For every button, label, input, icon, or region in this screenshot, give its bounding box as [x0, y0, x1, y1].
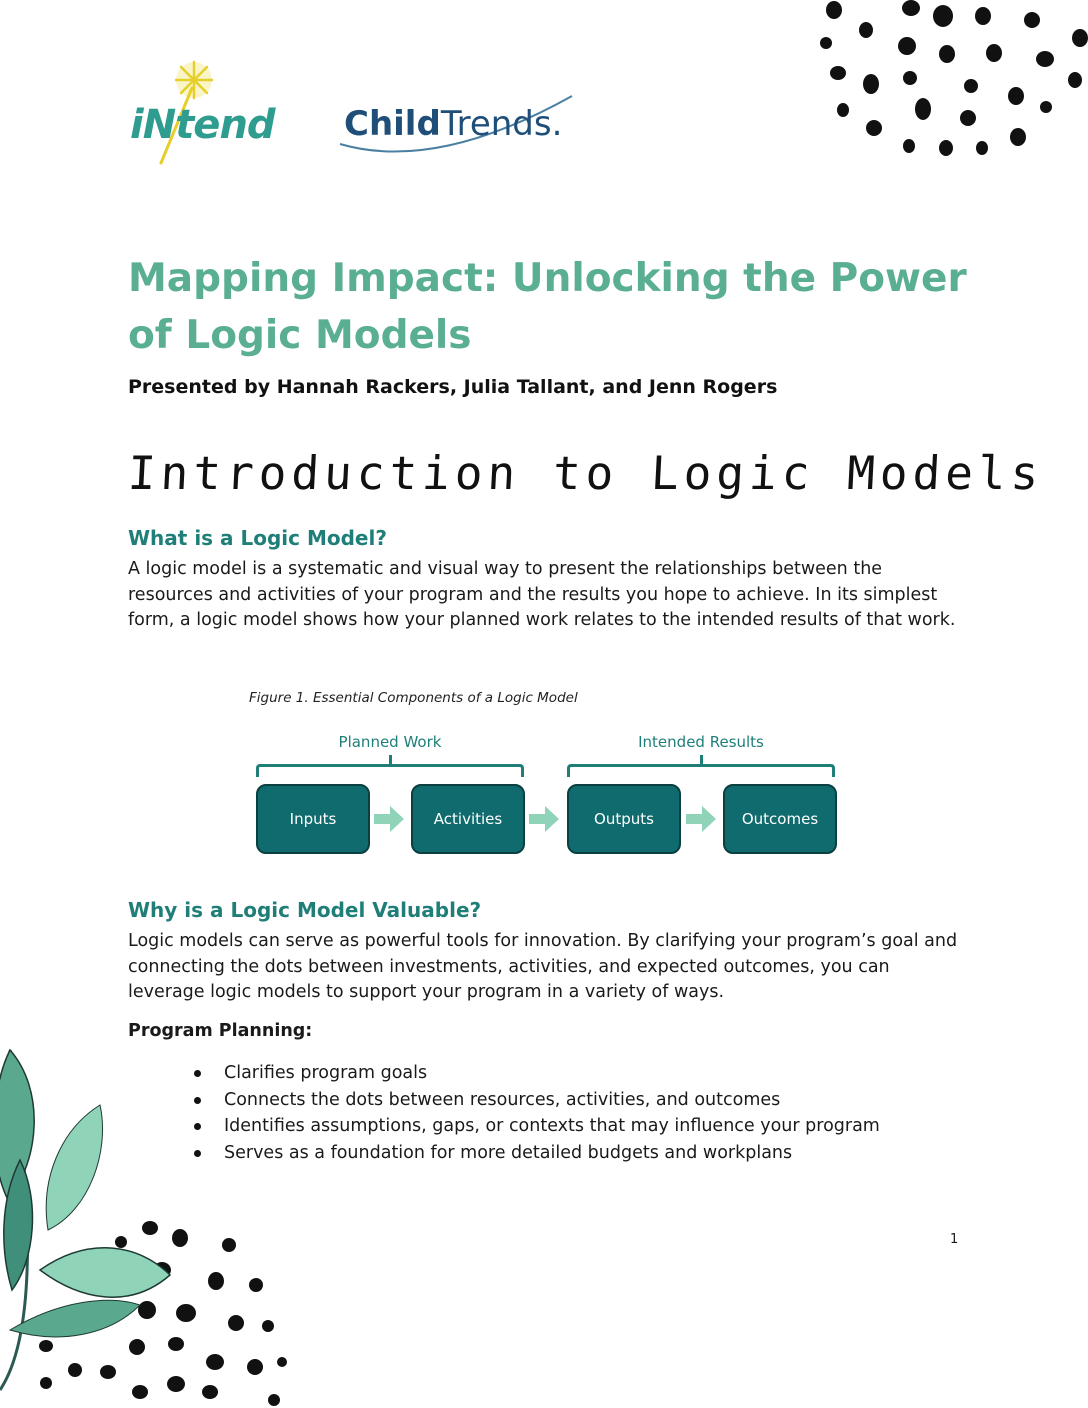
planned-work-bracket: [256, 764, 524, 777]
planned-work-label: Planned Work: [338, 733, 442, 751]
childtrends-logo: [336, 92, 586, 162]
program-planning-heading: Program Planning:: [128, 1021, 313, 1041]
component-outcomes: Outcomes: [723, 784, 837, 854]
intend-logo: [128, 58, 275, 168]
right-arrow-icon: [529, 806, 559, 832]
intended-results-label: Intended Results: [638, 733, 764, 751]
list-item: Clarifies program goals: [180, 1060, 880, 1087]
component-activities: Activities: [411, 784, 525, 854]
right-arrow-icon: [686, 806, 716, 832]
decorative-leaves: [0, 1030, 300, 1408]
presenters-line: Presented by Hannah Rackers, Julia Tallant, and Jenn Rogers: [128, 376, 778, 398]
what-is-paragraph: A logic model is a systematic and visual way to present the relationships between the resources and activities of your program and the results you hope to achieve. In its simplest form, a logic model shows how your planned work relates to the intended results of that work.: [128, 559, 956, 630]
childtrends-logo-text: ChildTrends.: [344, 104, 563, 144]
why-valuable-paragraph: Logic models can serve as powerful tools for innovation. By clarifying your program’s goal and connecting the dots between investments, activities, and expected outcomes, you can leverage logic models to support your program in a variety of ways.: [128, 931, 958, 1002]
component-inputs: Inputs: [256, 784, 370, 854]
decorative-dots-top: [810, 0, 1088, 165]
page-number: 1: [950, 1232, 959, 1247]
intend-logo-text: iNtend: [130, 102, 275, 148]
what-is-heading: What is a Logic Model?: [128, 526, 387, 550]
section-heading: Introduction to Logic Models: [126, 446, 1045, 500]
list-item: Serves as a foundation for more detailed budgets and workplans: [180, 1140, 880, 1167]
right-arrow-icon: [374, 806, 404, 832]
list-item: Identifies assumptions, gaps, or contexts that may influence your program: [180, 1113, 880, 1140]
document-title: Mapping Impact: Unlocking the Power of Logic Models: [128, 256, 967, 358]
intended-results-bracket: [567, 764, 835, 777]
why-valuable-heading: Why is a Logic Model Valuable?: [128, 898, 482, 922]
figure-caption: Figure 1. Essential Components of a Logic Model: [249, 690, 578, 706]
component-outputs: Outputs: [567, 784, 681, 854]
list-item: Connects the dots between resources, activities, and outcomes: [180, 1087, 880, 1114]
